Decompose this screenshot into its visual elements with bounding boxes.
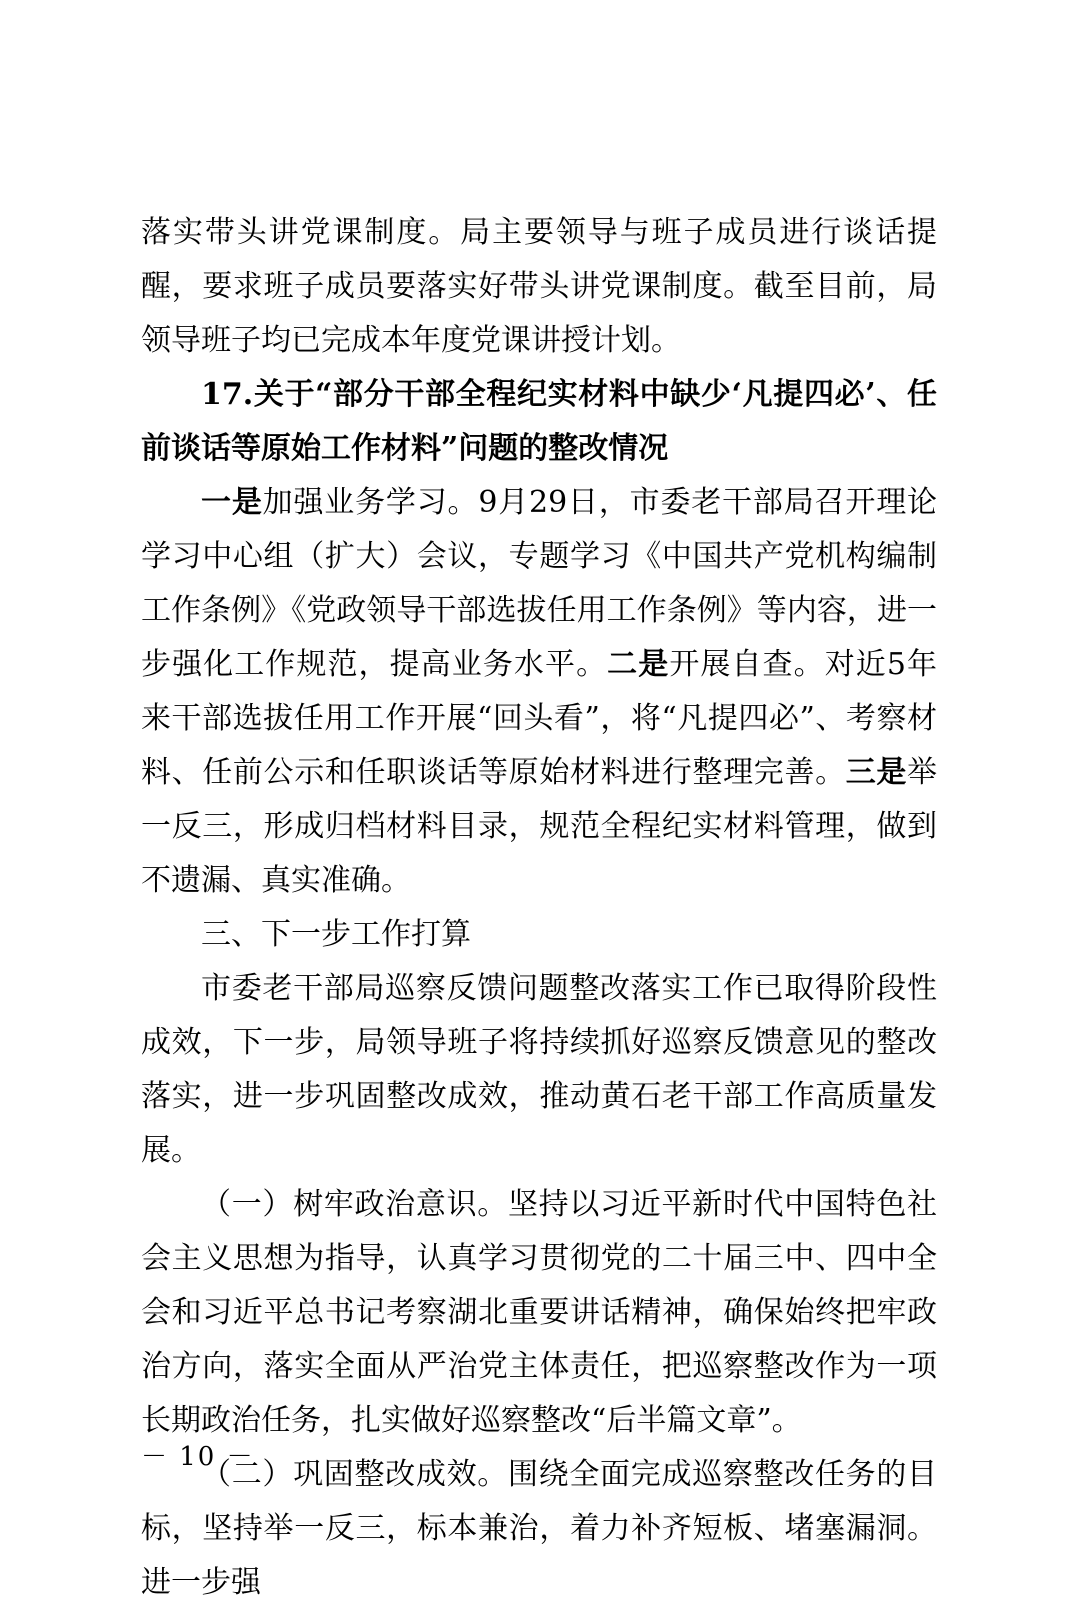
paragraph-political-awareness bbox=[141, 1178, 937, 1448]
paragraph-consolidate-results bbox=[141, 1448, 937, 1610]
subheading-political-awareness: （一）树牢政治意识。 bbox=[201, 1187, 508, 1222]
lead-phrase-second: 二是 bbox=[607, 647, 670, 682]
section-three-title: 三、下一步工作打算 bbox=[201, 917, 471, 952]
document-body bbox=[141, 206, 937, 1610]
paragraph-next-steps: 市委老干部局巡察反馈问题整改落实工作已取得阶段性成效，下一步，局领导班子将持续抓好巡察反馈意见的整改落实，进一步巩固整改成效，推动黄石老干部工作高质量发展。 bbox=[141, 971, 937, 1168]
subheading-consolidate-results: （二）巩固整改成效。 bbox=[201, 1457, 508, 1492]
lead-phrase-third: 三是 bbox=[845, 755, 908, 790]
political-awareness-text: 坚持以习近平新时代中国特色社会主义思想为指导，认真学习贯彻党的二十届三中、四中全会和习近平总书记考察湖北重要讲话精神，确保始终把牢政治方向，落实全面从严治党主体责任，把巡察整改作为一项长期政治任务，扎实做好巡察整改“后半篇文章”。 bbox=[141, 1187, 938, 1438]
measure-text-first: 加强业务学习。9月29日，市委老干部局召开理论学习中心组（扩大）会议，专题学习《中国共产党机构编制工作条例》《党政领导干部选拔任用工作条例》等内容，进一步强化工作规范，提高业务水平。 bbox=[141, 485, 938, 682]
paragraph-continuation: 落实带头讲党课制度。局主要领导与班子成员进行谈话提醒，要求班子成员要落实好带头讲党课制度。截至目前，局领导班子均已完成本年度党课讲授计划。 bbox=[141, 215, 937, 358]
lead-phrase-first: 一是 bbox=[201, 485, 263, 520]
item-17-heading: 17.关于“部分干部全程纪实材料中缺少‘凡提四必’、任前谈话等原始工作材料”问题的整改情况 bbox=[141, 377, 937, 466]
measure-text-third: 举一反三，形成归档材料目录，规范全程纪实材料管理，做到不遗漏、真实准确。 bbox=[141, 755, 938, 898]
page-number: － 10 － bbox=[141, 1442, 255, 1472]
paragraph-rectification-measures bbox=[141, 476, 937, 908]
consolidate-results-text: 围绕全面完成巡察整改任务的目标，坚持举一反三，标本兼治，着力补齐短板、堵塞漏洞。进一步强 bbox=[141, 1457, 938, 1600]
measure-text-second: 开展自查。对近5年来干部选拔任用工作开展“回头看”，将“凡提四必”、考察材料、任前公示和任职谈话等原始材料进行整理完善。 bbox=[141, 647, 938, 790]
